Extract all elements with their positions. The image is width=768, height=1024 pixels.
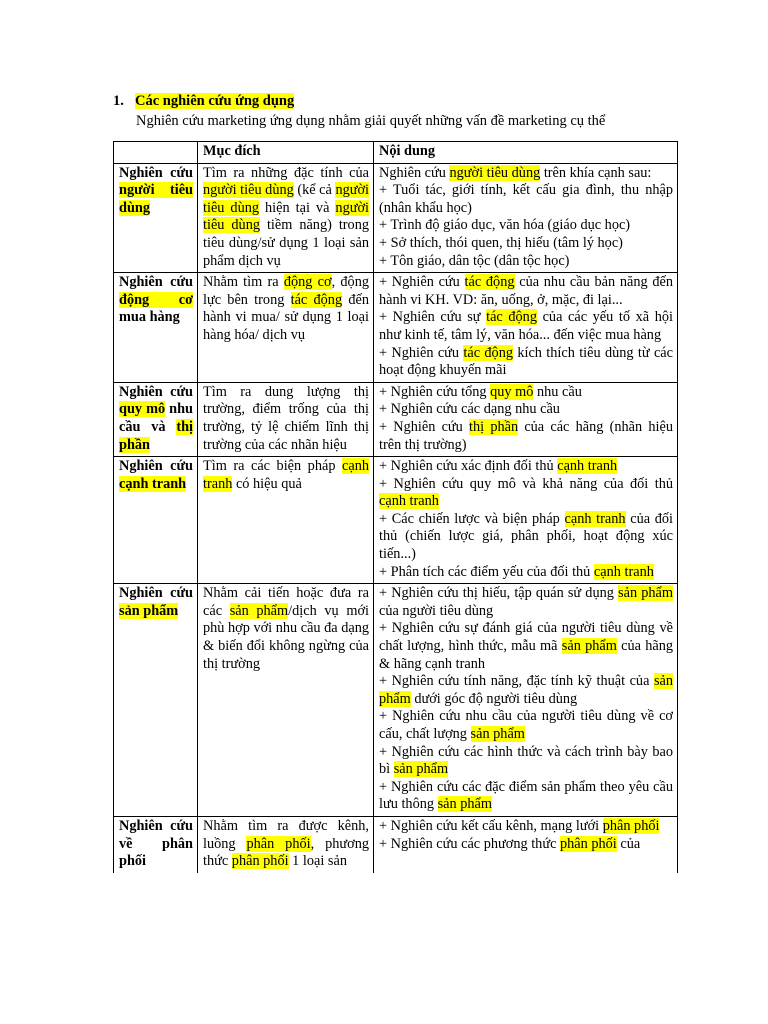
cell-text: + Sở thích, thói quen, thị hiếu (tâm lý học): [379, 234, 623, 251]
highlighted-text: cạnh tranh: [379, 493, 439, 510]
cell-text: + Nghiên cứu các phương thức: [379, 835, 560, 852]
cell-text: + Nghiên cứu các đặc điểm sản phẩm theo yêu cầu lưu thông: [379, 778, 673, 813]
cell-text: + Phân tích các điểm yếu của đối thủ: [379, 563, 594, 580]
cell-text: + Nghiên cứu sự đánh giá của người tiêu dùng về chất lượng, hình thức, mẫu mã: [379, 620, 673, 655]
content-line: [379, 585, 673, 620]
section-number: 1.: [113, 93, 124, 109]
table-row: [114, 163, 678, 273]
header-cell-empty: [114, 142, 198, 164]
cell-text: trên khía cạnh sau:: [540, 164, 652, 181]
cell-text: + Nghiên cứu sự: [379, 309, 487, 326]
cell-text: Nghiên cứu: [119, 458, 193, 475]
cell-text: nhu cầu và: [119, 401, 193, 435]
content-line: [379, 818, 673, 836]
highlighted-text: cạnh tranh: [557, 458, 618, 475]
highlighted-text: tác động: [463, 344, 513, 361]
cell-text: Nghiên cứu: [119, 164, 193, 181]
content-line: [379, 384, 673, 402]
content-line: [379, 274, 673, 309]
row-topic-cell: [114, 273, 198, 383]
cell-text: Tìm ra các biện pháp: [203, 458, 342, 475]
content-line: [379, 779, 673, 814]
intro-paragraph: Nghiên cứu marketing ứng dụng nhằm giải quyết những vấn đề marketing cụ thể: [136, 113, 606, 129]
row-content-cell: [374, 163, 678, 273]
table-row: [114, 382, 678, 456]
row-purpose-cell: [198, 457, 374, 584]
cell-text: Nghiên cứu: [119, 274, 193, 291]
cell-text: Tìm ra dung lượng thị trường, điểm trống của thị trường, tỷ lệ chiếm lĩnh thị trường của các nhãn hiệu: [203, 383, 369, 453]
highlighted-text: sản phẩm: [393, 761, 449, 778]
highlighted-text: người tiêu dùng: [449, 164, 541, 181]
cell-text: + Nghiên cứu các dạng nhu cầu: [379, 401, 560, 418]
cell-text: của người tiêu dùng: [379, 602, 494, 619]
highlighted-text: tác động: [486, 309, 537, 326]
cell-text: + Trình độ giáo dục, văn hóa (giáo dục học): [379, 217, 631, 234]
content-line: [379, 165, 673, 183]
table-row: [114, 584, 678, 817]
highlighted-text: tác động: [290, 291, 343, 308]
cell-text: + Nghiên cứu nhu cầu của người tiêu dùng về cơ cấu, chất lượng: [379, 708, 673, 742]
content-line: [379, 309, 673, 344]
content-line: [379, 511, 673, 564]
row-purpose-cell: [198, 816, 374, 872]
cell-text: + Nghiên cứu các hình thức và cách trình bày bao bì: [379, 743, 673, 778]
row-purpose-cell: [198, 273, 374, 383]
content-line: [379, 182, 673, 217]
content-line: [379, 345, 673, 380]
highlighted-text: sản phẩm: [437, 796, 492, 813]
highlighted-text: phân phối: [602, 817, 660, 834]
row-topic-cell: [114, 457, 198, 584]
highlighted-text: sản phẩm: [229, 602, 289, 619]
cell-text: + Nghiên cứu tính năng, đặc tính kỹ thuật của: [379, 673, 654, 690]
row-topic-cell: [114, 584, 198, 817]
cell-text: của đối thủ (chiến lược giá, phân phối, hoạt động xúc tiến...): [379, 510, 674, 563]
content-line: [379, 217, 673, 235]
content-line: [379, 235, 673, 253]
header-cell-purpose: Mục đích: [198, 142, 374, 164]
content-line: [379, 836, 673, 854]
cell-text: của: [616, 835, 641, 852]
row-content-cell: [374, 584, 678, 817]
highlighted-text: thị phần: [469, 418, 519, 435]
cell-text: /dịch vụ mới phù hợp với nhu cầu đa dạng & biến đổi không ngừng của thị trường: [203, 602, 369, 672]
highlighted-text: sản phẩm: [379, 673, 673, 707]
highlighted-text: thị phần: [119, 418, 193, 453]
cell-text: của các yếu tố xã hội như kinh tế, tâm lý, văn hóa... đến việc mua hàng: [379, 309, 673, 343]
cell-text: Nghiên cứu: [119, 383, 193, 400]
highlighted-text: cạnh tranh: [203, 458, 369, 492]
cell-text: (kể cả: [293, 182, 336, 199]
highlighted-text: người tiêu dùng: [119, 182, 193, 216]
cell-text: + Nghiên cứu xác định đối thủ: [379, 458, 558, 475]
highlighted-text: sản phẩm: [470, 726, 525, 742]
cell-text: + Nghiên cứu quy mô và khả năng của đối thủ: [379, 475, 673, 492]
cell-text: có hiệu quả: [232, 475, 302, 492]
cell-text: Tìm ra những đặc tính của: [203, 164, 369, 181]
table-row: [114, 273, 678, 383]
research-table: [113, 141, 678, 873]
highlighted-text: cạnh tranh: [119, 475, 187, 492]
content-line: [379, 673, 673, 708]
row-content-cell: [374, 382, 678, 456]
row-topic-cell: [114, 382, 198, 456]
highlighted-text: động cơ: [283, 274, 332, 291]
cell-text: Nhằm tìm ra: [203, 274, 284, 291]
content-line: [379, 744, 673, 779]
cell-text: hiện tại và: [259, 199, 336, 216]
highlighted-text: động cơ: [119, 291, 193, 308]
cell-text: + Nghiên cứu: [379, 344, 464, 361]
cell-text: + Nghiên cứu: [379, 418, 470, 435]
highlighted-text: cạnh tranh: [564, 510, 626, 527]
table-row: [114, 816, 678, 872]
row-topic-cell: [114, 816, 198, 872]
content-line: [379, 419, 673, 454]
row-purpose-cell: [198, 163, 374, 273]
section-heading: [113, 93, 294, 110]
cell-text: , phương thức: [203, 835, 369, 870]
cell-text: + Nghiên cứu: [379, 274, 465, 291]
highlighted-text: sản phẩm: [119, 602, 179, 619]
highlighted-text: người tiêu dùng: [203, 182, 294, 199]
cell-text: Nhằm cải tiến hoặc đưa ra các: [203, 585, 369, 619]
highlighted-text: quy mô: [490, 383, 534, 400]
highlighted-text: sản phẩm: [561, 638, 617, 655]
row-topic-cell: [114, 163, 198, 273]
content-line: [379, 401, 673, 419]
cell-text: + Tuổi tác, giới tính, kết cấu gia đình, thu nhập (nhân khẩu học): [379, 182, 673, 216]
content-line: [379, 476, 673, 511]
highlighted-text: cạnh tranh: [593, 563, 654, 580]
cell-text: 1 loại sản: [288, 853, 347, 870]
highlighted-text: quy mô: [119, 401, 166, 418]
highlighted-text: người tiêu dùng: [203, 199, 369, 234]
header-cell-content: Nội dung: [374, 142, 678, 164]
cell-text: + Nghiên cứu tổng: [379, 383, 491, 400]
cell-text: dưới góc độ người tiêu dùng: [410, 690, 578, 707]
cell-text: + Tôn giáo, dân tộc (dân tộc học): [379, 252, 570, 269]
content-line: [379, 458, 673, 476]
cell-text: của các hãng (nhãn hiệu trên thị trường): [379, 418, 673, 453]
cell-text: + Nghiên cứu thị hiếu, tập quán sử dụng: [379, 585, 619, 602]
cell-text: Nghiên cứu về phân phối: [119, 817, 193, 870]
cell-text: nhu cầu: [533, 383, 582, 400]
cell-text: của hãng & hãng cạnh tranh: [379, 638, 673, 672]
cell-text: kích thích tiêu dùng từ các hoạt động khuyến mãi: [379, 344, 673, 379]
cell-text: đến hành vi mua/ sử dụng 1 loại hàng hóa/ dịch vụ: [203, 291, 369, 343]
table-header-row: [114, 142, 678, 164]
highlighted-text: sản phẩm: [618, 585, 673, 602]
highlighted-text: phân phối: [560, 835, 617, 852]
row-content-cell: [374, 273, 678, 383]
cell-text: mua hàng: [119, 309, 180, 326]
highlighted-text: người tiêu dùng: [203, 182, 370, 216]
row-purpose-cell: [198, 584, 374, 817]
highlighted-text: tác động: [464, 274, 515, 291]
row-content-cell: [374, 457, 678, 584]
cell-text: + Các chiến lược và biện pháp: [379, 510, 565, 527]
cell-text: Nghiên cứu: [379, 164, 450, 181]
table-body: [114, 163, 678, 873]
content-line: [379, 620, 673, 673]
content-line: [379, 253, 673, 271]
cell-text: Nhằm tìm ra được kênh, luồng: [203, 817, 369, 852]
row-content-cell: [374, 816, 678, 872]
table-row: [114, 457, 678, 584]
cell-text: tiềm năng) trong tiêu dùng/sử dụng 1 loại sản phẩm dịch vụ: [203, 217, 370, 269]
section-title: Các nghiên cứu ứng dụng: [135, 93, 295, 109]
content-line: [379, 564, 673, 582]
cell-text: của nhu cầu bản năng đến hành vi KH. VD: ăn, uống, ở, mặc, đi lại...: [379, 274, 673, 308]
cell-text: Nghiên cứu: [119, 585, 193, 602]
cell-text: , động lực bên trong: [203, 274, 370, 308]
row-purpose-cell: [198, 382, 374, 456]
highlighted-text: phân phối: [231, 853, 289, 870]
cell-text: + Nghiên cứu kết cấu kênh, mạng lưới: [379, 817, 603, 834]
content-line: [379, 708, 673, 743]
highlighted-text: phân phối: [246, 835, 311, 852]
